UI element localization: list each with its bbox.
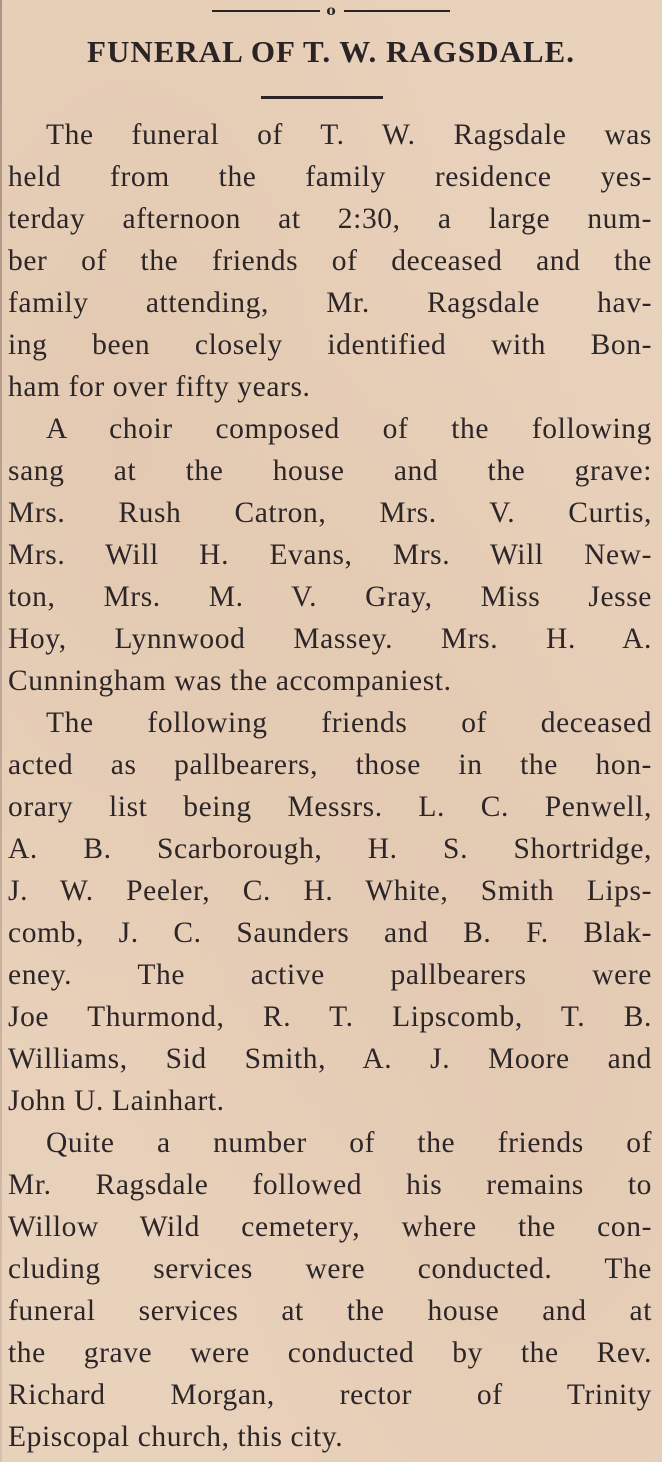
paragraph-4 [8,1122,652,1458]
headline-divider [261,96,383,99]
text-line: Cunningham was the accompaniest. [8,665,452,697]
paragraph-3 [8,702,652,1122]
text-line: held from the family residence yes- [8,161,652,193]
text-line: cluding services were conducted. The [8,1253,652,1285]
text-line: the grave were conducted by the Rev. [8,1337,652,1369]
text-line: Quite a number of the friends of [46,1127,652,1159]
text-line: Willow Wild cemetery, where the con- [8,1211,652,1243]
paragraph-2 [8,408,652,702]
text-line: J. W. Peeler, C. H. White, Smith Lips- [8,875,652,907]
text-line: Hoy, Lynnwood Massey. Mrs. H. A. [8,623,652,655]
ornament-circle: o [326,3,336,19]
paper-edge [0,0,2,1462]
text-line: Mrs. Will H. Evans, Mrs. Will New- [8,539,652,571]
text-line: A. B. Scarborough, H. S. Shortridge, [8,833,652,865]
article-headline: FUNERAL OF T. W. RAGSDALE. [87,34,575,69]
text-line: ber of the friends of deceased and the [8,245,652,277]
text-line: Williams, Sid Smith, A. J. Moore and [8,1043,652,1075]
text-line: funeral services at the house and at [8,1295,652,1327]
text-line: family attending, Mr. Ragsdale hav- [8,287,652,319]
text-line: The funeral of T. W. Ragsdale was [46,119,652,151]
text-line: ing been closely identified with Bon- [8,329,652,361]
text-line: ton, Mrs. M. V. Gray, Miss Jesse [8,581,652,613]
text-line: Episcopal church, this city. [8,1421,344,1453]
text-line: acted as pallbearers, those in the hon- [8,749,652,781]
rule-left [212,10,320,12]
text-line: A choir composed of the following [46,413,652,445]
text-line: orary list being Messrs. L. C. Penwell, [8,791,652,823]
text-line: Mrs. Rush Catron, Mrs. V. Curtis, [8,497,652,529]
text-line: Richard Morgan, rector of Trinity [8,1379,652,1411]
paragraph-1 [8,114,652,408]
top-ornament-rule [212,4,450,18]
text-line: John U. Lainhart. [8,1085,225,1117]
text-line: Joe Thurmond, R. T. Lipscomb, T. B. [8,1001,652,1033]
article-body [8,114,652,1458]
text-line: sang at the house and the grave: [8,455,652,487]
text-line: Mr. Ragsdale followed his remains to [8,1169,652,1201]
text-line: terday afternoon at 2:30, a large num- [8,203,652,235]
text-line: comb, J. C. Saunders and B. F. Blak- [8,917,652,949]
rule-right [344,10,450,12]
text-line: ham for over fifty years. [8,371,311,403]
text-line: The following friends of deceased [46,707,652,739]
text-line: eney. The active pallbearers were [8,959,652,991]
